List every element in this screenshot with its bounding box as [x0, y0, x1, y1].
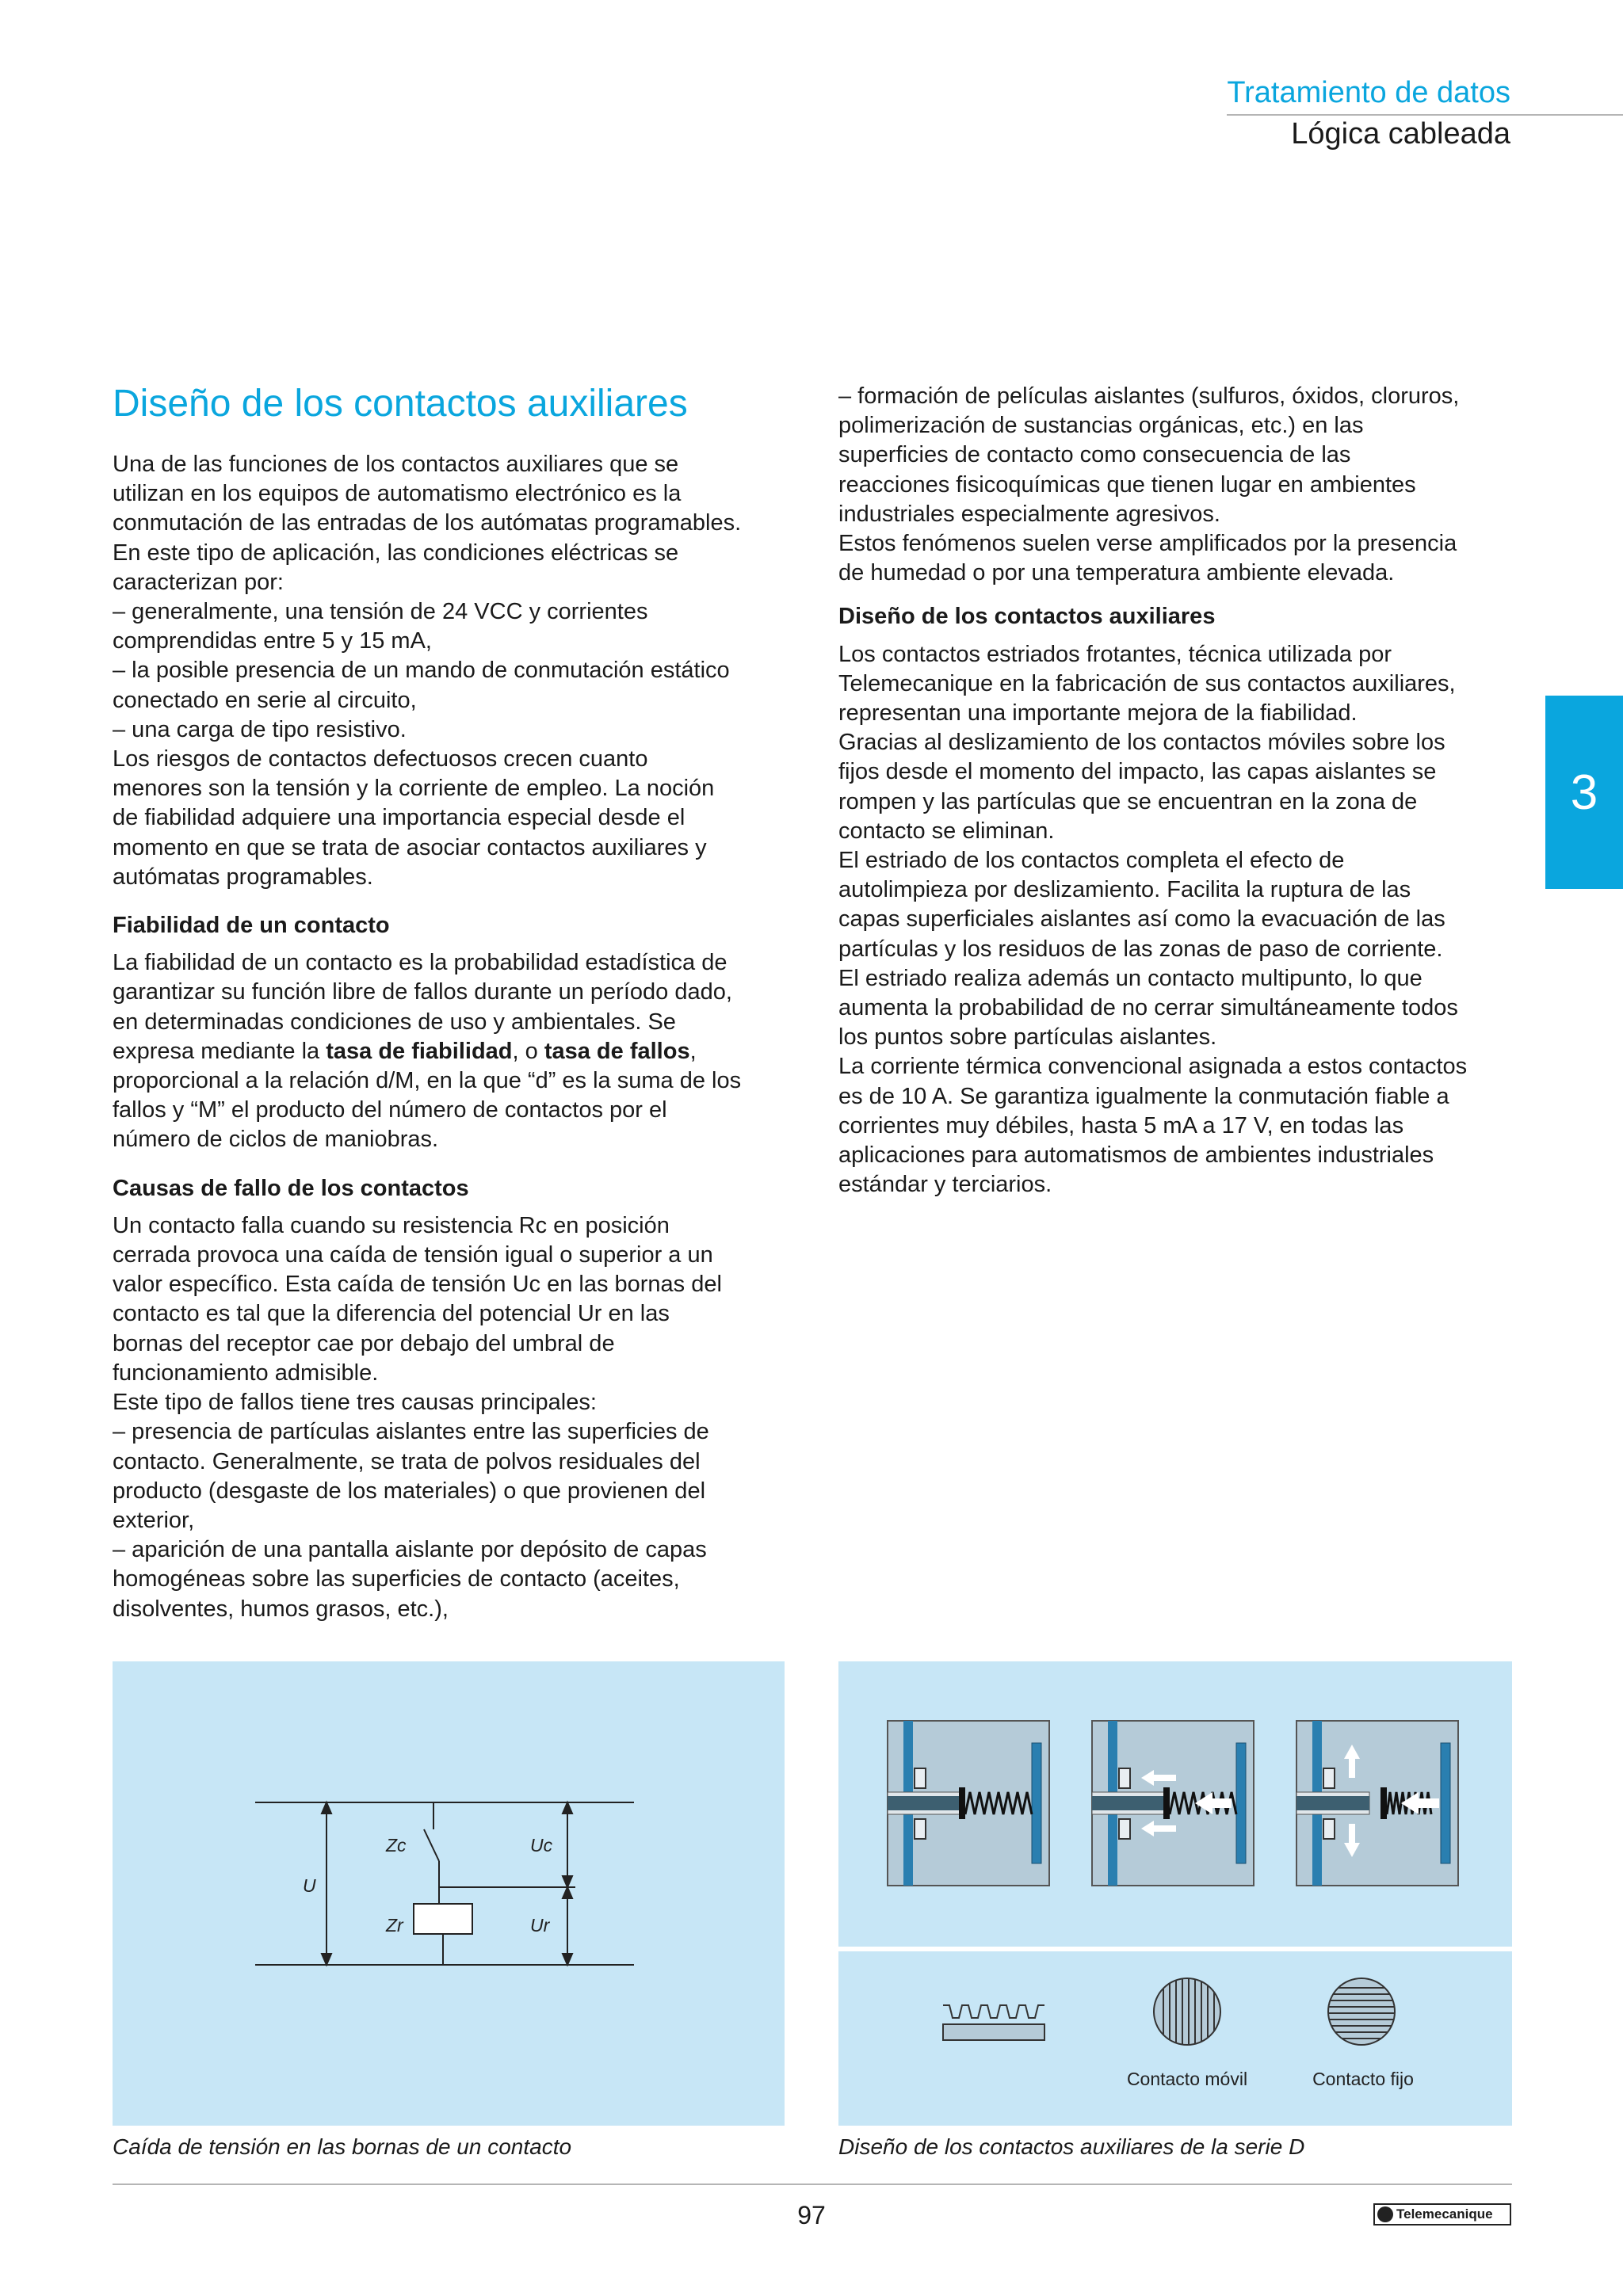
- text-line: fijos desde el momento del impacto, las capas aislantes se: [838, 759, 1437, 785]
- text-line: aplicaciones para automatismos de ambientes industriales: [838, 1142, 1434, 1169]
- left-column: [113, 380, 794, 1624]
- text-line: corrientes muy débiles, hasta 5 mA a 17 V, en todas las: [838, 1112, 1404, 1138]
- diseno-paragraph: [838, 640, 1522, 1200]
- text-line: cerrada provoca una caída de tensión igual o superior a un: [113, 1242, 713, 1268]
- text-line: conectado en serie al circuito,: [113, 687, 417, 713]
- label-contacto-movil: Contacto móvil: [1126, 2069, 1248, 2089]
- fixed-contact-disc: [1328, 1978, 1395, 2045]
- text-line: En este tipo de aplicación, las condiciones eléctricas se: [113, 540, 679, 566]
- text-line: – generalmente, una tensión de 24 VCC y corrientes: [113, 599, 648, 625]
- label-uc: Uc: [530, 1835, 553, 1855]
- caption-circuit: Caída de tensión en las bornas de un contacto: [113, 2134, 572, 2159]
- moving-contact-disc: [1154, 1978, 1220, 2045]
- header-divider: [1227, 114, 1623, 116]
- text-line: Estos fenómenos suelen verse amplificados por la presencia: [838, 531, 1457, 557]
- label-u: U: [303, 1875, 316, 1896]
- receiver-resistor: [414, 1904, 472, 1934]
- caption-contacts: Diseño de los contactos auxiliares de la serie D: [838, 2134, 1305, 2159]
- page-number: 97: [797, 2201, 826, 2229]
- text-line: capas superficiales aislantes así como la evacuación de las: [838, 906, 1445, 933]
- bold-term: tasa de fiabilidad: [326, 1038, 513, 1064]
- text-line: La corriente térmica convencional asignada a estos contactos: [838, 1054, 1468, 1080]
- subheading-diseno: Diseño de los contactos auxiliares: [838, 604, 1216, 630]
- continued-paragraph: [838, 382, 1522, 588]
- text-line: garantizar su función libre de fallos durante un período dado,: [113, 979, 732, 1005]
- text-line: bornas del receptor cae por debajo del umbral de: [113, 1330, 615, 1356]
- header-subcategory: Lógica cableada: [1291, 117, 1510, 151]
- text-line: [113, 1037, 794, 1066]
- text-line: homogéneas sobre las superficies de contacto (aceites,: [113, 1566, 680, 1592]
- contacts-diagram: [838, 1661, 1512, 2126]
- text-line: fallos y “M” el producto del número de contactos por el: [113, 1097, 667, 1123]
- text-line: Este tipo de fallos tiene tres causas principales:: [113, 1390, 597, 1416]
- mechanism-2: [1092, 1721, 1254, 1886]
- text-line: polimerización de sustancias orgánicas, etc.) en las: [838, 413, 1364, 439]
- brand-logo: [1373, 2203, 1511, 2225]
- label-zr: Zr: [386, 1915, 403, 1936]
- text-line: contacto. Generalmente, se trata de polvos residuales del: [113, 1448, 701, 1474]
- header-category: Tratamiento de datos: [1227, 76, 1510, 109]
- text-line: Una de las funciones de los contactos auxiliares que se: [113, 452, 679, 477]
- right-column: [838, 382, 1522, 1199]
- text-run: ,: [689, 1038, 697, 1064]
- subheading-fiabilidad: Fiabilidad de un contacto: [113, 913, 390, 939]
- text-line: los puntos sobre partículas aislantes.: [838, 1024, 1217, 1051]
- footer-divider: [113, 2183, 1512, 2185]
- figure-circuit: [113, 1661, 785, 2126]
- text-line: aumenta la probabilidad de no cerrar simultáneamente todos: [838, 995, 1458, 1021]
- causas-paragraph: [113, 1211, 794, 1624]
- text-line: Los riesgos de contactos defectuosos crecen cuanto: [113, 746, 648, 772]
- text-line: estándar y terciarios.: [838, 1172, 1052, 1198]
- section-title: Diseño de los contactos auxiliares: [113, 383, 688, 425]
- text-line: contacto es tal que la diferencia del potencial Ur en las: [113, 1301, 670, 1327]
- text-line: reacciones fisicoquímicas que tienen lugar en ambientes: [838, 471, 1416, 498]
- text-line: Los contactos estriados frotantes, técnica utilizada por: [838, 641, 1392, 667]
- chapter-tab: 3: [1545, 696, 1623, 889]
- text-line: momento en que se trata de asociar contactos auxiliares y: [113, 834, 707, 860]
- text-line: contacto se eliminan.: [838, 818, 1055, 844]
- subheading-causas: Causas de fallo de los contactos: [113, 1175, 469, 1201]
- text-line: rompen y las partículas que se encuentran en la zona de: [838, 788, 1418, 814]
- intro-paragraph: [113, 450, 794, 892]
- contact-switch: [424, 1829, 439, 1861]
- text-line: – la posible presencia de un mando de conmutación estático: [113, 658, 730, 684]
- text-line: representan una importante mejora de la fiabilidad.: [838, 700, 1358, 727]
- text-line: autolimpieza por deslizamiento. Facilita la ruptura de las: [838, 877, 1411, 903]
- text-line: Telemecanique en la fabricación de sus contactos auxiliares,: [838, 670, 1456, 696]
- text-line: comprendidas entre 5 y 15 mA,: [113, 628, 432, 654]
- text-line: El estriado de los contactos completa el efecto de: [838, 848, 1345, 874]
- text-line: – presencia de partículas aislantes entre las superficies de: [113, 1419, 709, 1445]
- label-ur: Ur: [530, 1915, 550, 1936]
- text-line: El estriado realiza además un contacto multipunto, lo que: [838, 965, 1423, 991]
- text-line: Gracias al deslizamiento de los contactos móviles sobre los: [838, 730, 1445, 756]
- text-line: de fiabilidad adquiere una importancia especial desde el: [113, 805, 685, 831]
- text-run: , o: [512, 1038, 544, 1064]
- text-line: autómatas programables.: [113, 864, 373, 890]
- striated-profile: [943, 2005, 1044, 2040]
- text-line: disolventes, humos grasos, etc.),: [113, 1596, 449, 1622]
- fiabilidad-paragraph: [113, 948, 794, 1154]
- mechanism-3: [1296, 1721, 1458, 1886]
- text-line: funcionamiento admisible.: [113, 1360, 379, 1386]
- text-line: – una carga de tipo resistivo.: [113, 716, 407, 742]
- brand-name: Telemecanique: [1396, 2206, 1493, 2222]
- text-line: – formación de películas aislantes (sulfuros, óxidos, cloruros,: [838, 383, 1460, 409]
- text-line: Un contacto falla cuando su resistencia Rc en posición: [113, 1212, 670, 1238]
- text-line: de humedad o por una temperatura ambiente elevada.: [838, 560, 1395, 586]
- text-line: proporcional a la relación d/M, en la que “d” es la suma de los: [113, 1068, 742, 1094]
- text-line: utilizan en los equipos de automatismo electrónico es la: [113, 481, 682, 507]
- text-line: valor específico. Esta caída de tensión Uc en las bornas del: [113, 1272, 722, 1298]
- mechanism-1: [888, 1721, 1049, 1886]
- text-line: superficies de contacto como consecuencia de las: [838, 442, 1351, 468]
- text-line: menores son la tensión y la corriente de empleo. La noción: [113, 776, 715, 802]
- text-line: industriales especialmente agresivos.: [838, 501, 1220, 527]
- text-line: La fiabilidad de un contacto es la probabilidad estadística de: [113, 950, 727, 976]
- text-line: exterior,: [113, 1507, 195, 1533]
- figure-contacts: [838, 1661, 1512, 2126]
- text-line: número de ciclos de maniobras.: [113, 1127, 439, 1153]
- text-line: en determinadas condiciones de uso y ambientales. Se: [113, 1009, 676, 1035]
- text-line: partículas y los residuos de las zonas de paso de corriente.: [838, 936, 1443, 962]
- text-line: caracterizan por:: [113, 569, 284, 595]
- circuit-diagram: [113, 1661, 785, 2126]
- label-zc: Zc: [386, 1835, 407, 1855]
- text-line: producto (desgaste de los materiales) o que provienen del: [113, 1478, 706, 1504]
- text-line: – aparición de una pantalla aislante por depósito de capas: [113, 1537, 707, 1563]
- bold-term: tasa de fallos: [544, 1038, 690, 1064]
- text-run: expresa mediante la: [113, 1038, 327, 1064]
- brand-mark-icon: [1377, 2206, 1393, 2222]
- label-contacto-fijo: Contacto fijo: [1312, 2069, 1414, 2089]
- text-line: es de 10 A. Se garantiza igualmente la conmutación fiable a: [838, 1083, 1449, 1109]
- text-line: conmutación de las entradas de los autómatas programables.: [113, 510, 742, 536]
